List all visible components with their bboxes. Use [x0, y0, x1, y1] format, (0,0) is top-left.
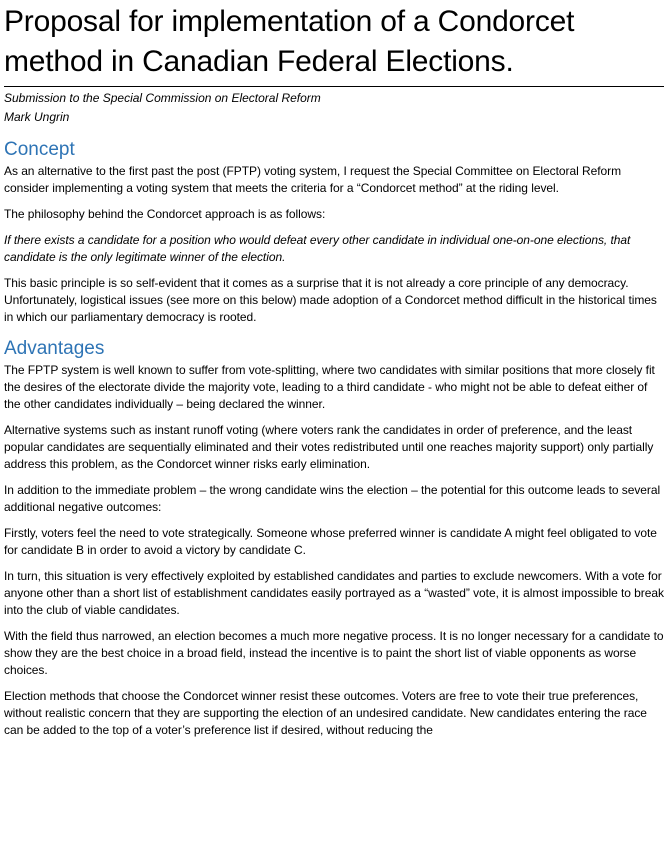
paragraph: In turn, this situation is very effectively exploited by established candidates and parties to exclude newcomers. With a vote for anyone other than a short list of establishment candidates easily portrayed as a “wasted” vote, it is almost impossible to break into the club of viable candidates.: [4, 569, 664, 617]
document-page: [4, 0, 664, 748]
document-subtitle: [4, 89, 664, 127]
paragraph: Firstly, voters feel the need to vote strategically. Someone whose preferred winner is candidate A might feel obligated to vote for candidate B in order to avoid a victory by candidate C.: [4, 526, 657, 557]
quote-paragraph: If there exists a candidate for a position who would defeat every other candidate in individual one-on-one elections, that candidate is the only legitimate winner of the election.: [4, 233, 631, 264]
document-title: Proposal for implementation of a Condorcet method in Canadian Federal Elections.: [4, 2, 664, 87]
paragraph: As an alternative to the first past the post (FPTP) voting system, I request the Special Committee on Electoral Reform consider implementing a voting system that meets the criteria for a “Condorcet method” at the riding level.: [4, 164, 622, 195]
author-name: Mark Ungrin: [4, 110, 70, 124]
subtitle-line: Submission to the Special Commission on Electoral Reform: [4, 91, 321, 105]
section-heading: Advantages: [4, 338, 105, 359]
paragraph: The philosophy behind the Condorcet approach is as follows:: [4, 207, 326, 221]
paragraph: With the field thus narrowed, an election becomes a much more negative process. It is no longer necessary for a candidate to show they are the best choice in a broad field, instead the incentive is to paint the short list of viable opponents as worse choices.: [4, 629, 664, 677]
paragraph: The FPTP system is well known to suffer from vote-splitting, where two candidates with similar positions that more closely fit the desires of the electorate divide the majority vote, leading to a third candidate - who might not be able to defeat either of the other candidates individually – being declared the winner.: [4, 363, 655, 411]
paragraph: Election methods that choose the Condorcet winner resist these outcomes. Voters are free to vote their true preferences, without realistic concern that they are supporting the election of an undesired candidate. New candidates entering the race can be added to the top of a voter’s preference list if desired, without reducing the: [4, 689, 647, 737]
section-heading: Concept: [4, 139, 75, 160]
section-concept: [4, 139, 664, 326]
paragraph: In addition to the immediate problem – the wrong candidate wins the election – the potential for this outcome leads to several additional negative outcomes:: [4, 483, 661, 514]
section-advantages: [4, 338, 664, 739]
paragraph: This basic principle is so self-evident that it comes as a surprise that it is not already a core principle of any democracy. Unfortunately, logistical issues (see more on this below) made adoption of a Condorcet method difficult in the historical times in which our parliamentary democracy is rooted.: [4, 276, 657, 324]
paragraph: Alternative systems such as instant runoff voting (where voters rank the candidates in order of preference, and the least popular candidates are sequentially eliminated and their votes redistributed until one reaches majority support) only partially address this problem, as the Condorcet winner risks early elimination.: [4, 423, 654, 471]
